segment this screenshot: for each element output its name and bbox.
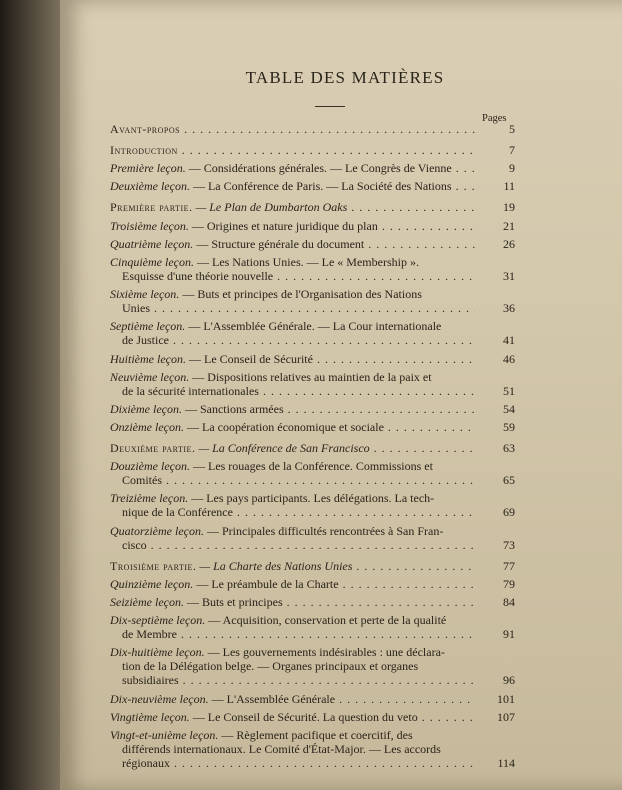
toc-entry-label: Dixième leçon. bbox=[110, 401, 182, 416]
toc-entry bbox=[110, 287, 515, 315]
toc-entry-label: Dix-septième leçon. bbox=[110, 613, 206, 628]
toc-entry-text: — Considérations générales. — Le Congrès de Vienne bbox=[185, 161, 452, 176]
toc-page-number: 9 bbox=[509, 161, 515, 176]
toc-entry-text: — Les gouvernements indésirables : une déclara- bbox=[204, 645, 445, 660]
toc-entry bbox=[110, 122, 515, 136]
toc-entry-line bbox=[110, 161, 475, 175]
toc-entry-continuation bbox=[110, 333, 475, 347]
toc-entry-continuation bbox=[110, 301, 475, 315]
leader-dots bbox=[347, 200, 475, 214]
pages-column-header: Pages bbox=[482, 113, 507, 124]
toc-entry-line bbox=[110, 491, 475, 505]
toc-page-number: 114 bbox=[497, 755, 515, 770]
toc-entry bbox=[110, 237, 515, 251]
toc-entry-label: Treizième leçon. bbox=[110, 491, 189, 506]
toc-entry-label: Vingtième leçon. bbox=[110, 709, 190, 724]
toc-entry-label: Introduction bbox=[110, 143, 178, 157]
leader-dots bbox=[177, 627, 475, 641]
toc-entry-line bbox=[110, 613, 475, 627]
toc-entry-continuation bbox=[110, 742, 475, 756]
toc-entry-text: — Les rouages de la Conférence. Commissions et bbox=[189, 459, 433, 474]
toc-entry-line bbox=[110, 219, 475, 233]
toc-entry-label: Dix-huitième leçon. bbox=[110, 645, 205, 660]
toc-entry-line bbox=[110, 255, 475, 269]
toc-entry-continuation-text: de Justice bbox=[122, 333, 169, 348]
toc-page-number: 63 bbox=[503, 441, 515, 456]
toc-entry-text: — Les Nations Unies. — Le « Membership ». bbox=[193, 254, 419, 269]
toc-entry-text: — Structure générale du document bbox=[193, 236, 365, 251]
leader-dots bbox=[178, 143, 475, 157]
toc-entry-label: Première partie. bbox=[110, 200, 193, 215]
toc-entry-line bbox=[110, 645, 475, 659]
toc-page-number: 96 bbox=[503, 673, 515, 688]
toc-entry-line bbox=[110, 179, 475, 193]
leader-dots bbox=[283, 595, 475, 609]
leader-dots bbox=[452, 161, 475, 175]
toc-entry-continuation bbox=[110, 384, 475, 398]
toc-entry-continuation-text: tion de la Délégation belge. — Organes principaux et organes bbox=[122, 659, 419, 674]
leader-dots bbox=[233, 505, 475, 519]
toc-page-number: 36 bbox=[503, 301, 515, 316]
toc-entry-continuation bbox=[110, 473, 475, 487]
toc-entry bbox=[110, 200, 515, 214]
toc-entry-line bbox=[110, 370, 475, 384]
toc-entry-label: Deuxième leçon. bbox=[110, 179, 190, 194]
toc-entry-label: Avant-propos bbox=[110, 122, 181, 136]
toc-entry-text: — Le Plan de Dumbarton Oaks bbox=[192, 200, 348, 215]
toc-entry-label: Septième leçon. bbox=[110, 319, 186, 334]
toc-entry bbox=[110, 491, 515, 519]
toc-entry-label: Vingt-et-unième leçon. bbox=[110, 727, 219, 742]
leader-dots bbox=[452, 179, 475, 193]
toc-entry bbox=[110, 219, 515, 233]
leader-dots bbox=[378, 219, 475, 233]
toc-entry-continuation bbox=[110, 538, 475, 552]
toc-entry-text: — Origines et nature juridique du plan bbox=[188, 218, 378, 233]
toc-entry bbox=[110, 179, 515, 193]
toc-entry bbox=[110, 524, 515, 552]
toc-entry-line bbox=[110, 319, 475, 333]
toc-entry-continuation bbox=[110, 505, 475, 519]
leader-dots bbox=[179, 673, 475, 687]
toc-entry bbox=[110, 692, 515, 706]
toc-entry-continuation-text: Esquisse d'une théorie nouvelle bbox=[122, 268, 274, 283]
toc-entry-text: — Le préambule de la Charte bbox=[193, 576, 339, 591]
toc-page-number: 51 bbox=[503, 383, 515, 398]
toc-entry-line bbox=[110, 595, 475, 609]
toc-entry-line bbox=[110, 420, 475, 434]
table-of-contents bbox=[110, 122, 515, 774]
toc-entry-label: Deuxième partie. bbox=[110, 441, 196, 456]
leader-dots bbox=[180, 122, 475, 136]
toc-entry-label: Huitième leçon. bbox=[110, 351, 186, 366]
toc-page-number: 11 bbox=[503, 179, 515, 194]
toc-entry-line bbox=[110, 441, 475, 455]
leader-dots bbox=[352, 559, 475, 573]
toc-entry-line bbox=[110, 287, 475, 301]
toc-page-number: 101 bbox=[497, 691, 515, 706]
toc-entry-text: — La Conférence de San Francisco bbox=[195, 441, 370, 456]
leader-dots bbox=[170, 756, 475, 770]
toc-page-number: 7 bbox=[509, 143, 515, 157]
toc-entry bbox=[110, 645, 515, 687]
toc-entry-line bbox=[110, 692, 475, 706]
toc-entry-line bbox=[110, 710, 475, 724]
leader-dots bbox=[273, 269, 475, 283]
toc-entry-line bbox=[110, 459, 475, 473]
toc-entry-text: — Le Conseil de Sécurité bbox=[185, 351, 313, 366]
leader-dots bbox=[169, 333, 475, 347]
toc-page-number: 73 bbox=[503, 537, 515, 552]
toc-entry-label: Seizième leçon. bbox=[110, 595, 184, 609]
toc-page-number: 26 bbox=[503, 236, 515, 251]
leader-dots bbox=[162, 473, 475, 487]
toc-entry-line bbox=[110, 200, 475, 214]
toc-entry-text: — Le Conseil de Sécurité. La question du veto bbox=[189, 709, 418, 724]
toc-page-number: 46 bbox=[503, 351, 515, 366]
toc-entry-text: — Sanctions armées bbox=[181, 401, 284, 416]
toc-entry bbox=[110, 352, 515, 366]
toc-entry-continuation bbox=[110, 627, 475, 641]
toc-entry-continuation-text: de Membre bbox=[122, 627, 177, 642]
toc-page-number: 79 bbox=[503, 576, 515, 591]
toc-entry-label: Quatorzième leçon. bbox=[110, 523, 204, 538]
toc-entry-text: — La Conférence de Paris. — La Société des Nations bbox=[189, 179, 452, 194]
toc-entry-continuation-text: Comités bbox=[122, 473, 163, 488]
toc-entry-continuation bbox=[110, 269, 475, 283]
toc-entry-continuation-text: différends internationaux. Le Comité d'État-Major. — Les accords bbox=[122, 741, 441, 756]
toc-entry-text: — Acquisition, conservation et perte de la qualité bbox=[205, 613, 447, 628]
toc-entry-text: — L'Assemblée Générale. — La Cour internationale bbox=[185, 319, 442, 334]
toc-entry-continuation-text: régionaux bbox=[122, 755, 170, 770]
leader-dots bbox=[418, 710, 475, 724]
toc-entry-text: — L'Assemblée Générale bbox=[208, 691, 336, 706]
leader-dots bbox=[284, 402, 475, 416]
toc-entry bbox=[110, 319, 515, 347]
leader-dots bbox=[384, 420, 475, 434]
toc-entry-line bbox=[110, 143, 475, 157]
toc-entry-label: Dix-neuvième leçon. bbox=[110, 691, 209, 706]
toc-entry bbox=[110, 459, 515, 487]
toc-entry-text: — La Charte des Nations Unies bbox=[196, 558, 353, 573]
toc-page-number: 69 bbox=[503, 505, 515, 520]
toc-entry-line bbox=[110, 524, 475, 538]
toc-entry-continuation bbox=[110, 756, 475, 770]
toc-entry-continuation-text: Unies bbox=[122, 301, 150, 316]
toc-entry-label: Cinquième leçon. bbox=[110, 254, 194, 269]
toc-page-number: 31 bbox=[503, 268, 515, 283]
toc-entry-label: Troisième partie. bbox=[110, 558, 197, 573]
toc-entry bbox=[110, 728, 515, 770]
toc-page-number: 5 bbox=[509, 122, 515, 136]
leader-dots bbox=[335, 692, 475, 706]
toc-entry bbox=[110, 613, 515, 641]
toc-entry bbox=[110, 577, 515, 591]
toc-entry-line bbox=[110, 352, 475, 366]
toc-page-number: 41 bbox=[503, 333, 515, 348]
toc-page-number: 65 bbox=[503, 473, 515, 488]
toc-entry bbox=[110, 255, 515, 283]
toc-page-number: 107 bbox=[497, 709, 515, 724]
page-title: TABLE DES MATIÈRES bbox=[245, 68, 445, 87]
leader-dots bbox=[313, 352, 475, 366]
toc-entry-label: Onzième leçon. bbox=[110, 420, 184, 435]
title-rule bbox=[315, 106, 345, 107]
toc-page-number: 19 bbox=[503, 200, 515, 215]
leader-dots bbox=[339, 577, 475, 591]
toc-page-number: 54 bbox=[503, 401, 515, 416]
toc-entry-text: — Principales difficultés rencontrées à San Fran- bbox=[203, 523, 444, 538]
toc-entry-text: — La coopération économique et sociale bbox=[183, 420, 384, 435]
leader-dots bbox=[150, 301, 475, 315]
toc-entry-continuation bbox=[110, 673, 475, 687]
toc-entry-text: — Buts et principes bbox=[183, 595, 283, 609]
toc-entry-text: — Les pays participants. Les délégations. La tech- bbox=[188, 491, 435, 506]
toc-entry-label: Première leçon. bbox=[110, 161, 186, 176]
toc-page-number: 77 bbox=[503, 558, 515, 573]
toc-entry-continuation-text: subsidiaires bbox=[122, 673, 179, 688]
leader-dots bbox=[364, 237, 475, 251]
toc-entry bbox=[110, 402, 515, 416]
toc-entry-label: Douzième leçon. bbox=[110, 459, 190, 474]
toc-entry-line bbox=[110, 559, 475, 573]
toc-entry-text: — Règlement pacifique et coercitif, des bbox=[218, 727, 413, 742]
toc-page-number: 21 bbox=[503, 218, 515, 233]
toc-entry bbox=[110, 161, 515, 175]
toc-entry-line bbox=[110, 728, 475, 742]
toc-entry-continuation-text: de la sécurité internationales bbox=[122, 383, 259, 398]
toc-entry-label: Neuvième leçon. bbox=[110, 369, 190, 384]
leader-dots bbox=[370, 441, 475, 455]
book-page bbox=[60, 0, 622, 790]
toc-entry-continuation-text: nique de la Conférence bbox=[122, 505, 233, 520]
leader-dots bbox=[259, 384, 475, 398]
toc-entry-label: Quinzième leçon. bbox=[110, 576, 194, 591]
toc-entry-line bbox=[110, 402, 475, 416]
toc-page-number: 59 bbox=[503, 420, 515, 435]
toc-entry-continuation bbox=[110, 659, 475, 673]
toc-page-number: 84 bbox=[503, 595, 515, 609]
toc-entry-text: — Dispositions relatives au maintien de la paix et bbox=[189, 369, 432, 384]
toc-entry-label: Sixième leçon. bbox=[110, 287, 180, 302]
toc-entry bbox=[110, 441, 515, 455]
toc-entry-label: Quatrième leçon. bbox=[110, 236, 194, 251]
toc-page-number: 91 bbox=[503, 627, 515, 642]
toc-entry bbox=[110, 559, 515, 573]
toc-entry bbox=[110, 143, 515, 157]
toc-entry-text: — Buts et principes de l'Organisation des Nations bbox=[179, 287, 422, 302]
toc-entry-label: Troisième leçon. bbox=[110, 218, 189, 233]
leader-dots bbox=[147, 538, 475, 552]
toc-entry-line bbox=[110, 237, 475, 251]
toc-entry-line bbox=[110, 577, 475, 591]
toc-entry bbox=[110, 710, 515, 724]
toc-entry-continuation-text: cisco bbox=[122, 537, 147, 552]
toc-entry bbox=[110, 370, 515, 398]
toc-entry bbox=[110, 595, 515, 609]
toc-entry bbox=[110, 420, 515, 434]
toc-entry-line bbox=[110, 122, 475, 136]
